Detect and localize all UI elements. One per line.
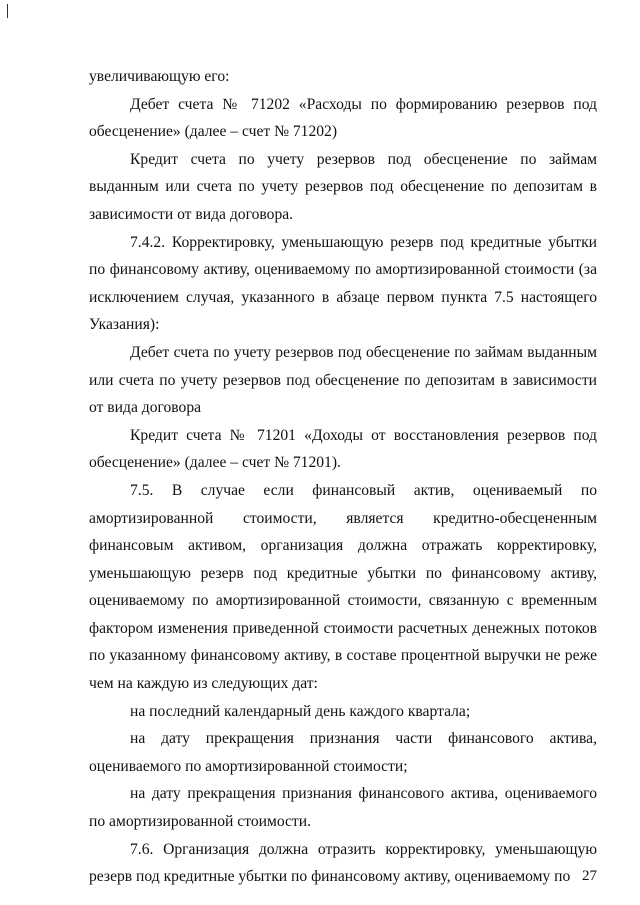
paragraph: 7.4.2. Корректировку, уменьшающую резерв под кредитные убытки по финансовому активу, оцениваемому по амортизированной стоимости (за исключением случая, указанного в абзаце первом пункта 7.5 настоящего Указания): — [89, 233, 597, 334]
paragraph: Дебет счета по учету резервов под обесценение по займам выданным или счета по учету резервов под обесценение по депозитам в зависимости от вида договора — [89, 343, 597, 417]
paragraph: Дебет счета № 71202 «Расходы по формированию резервов под обесценение» (далее – счет № 71202) — [89, 95, 597, 141]
paragraph: Кредит счета по учету резервов под обесценение по займам выданным или счета по учету резервов под обесценение по депозитам в зависимости от вида договора. — [89, 150, 597, 223]
document-body — [89, 63, 597, 891]
paragraph: увеличивающую его: — [89, 68, 230, 85]
paragraph: на последний календарный день каждого квартала; — [130, 702, 471, 720]
page-number: 27 — [582, 868, 597, 884]
paragraph: 7.5. В случае если финансовый актив, оцениваемый по амортизированной стоимости, является кредитно-обесцененным финансовым активом, организация должна отражать корректировку, уменьшающую резерв под кредитные убытки по финансовому активу, оцениваемому по амортизированной стоимости, связанную с временным фактором изменения приведенной стоимости расчетных денежных потоков по указанному финансовому активу, в составе процентной выручки не реже чем на каждую из следующих дат: — [89, 481, 597, 693]
scan-margin-mark — [7, 4, 8, 18]
paragraph: на дату прекращения признания финансового актива, оцениваемого по амортизированной стоимости. — [89, 785, 597, 831]
paragraph: на дату прекращения признания части финансового актива, оцениваемого по амортизированной стоимости; — [89, 730, 597, 775]
paragraph: Кредит счета № 71201 «Доходы от восстановления резервов под обесценение» (далее – счет № 71201). — [89, 426, 597, 472]
paragraph: 7.6. Организация должна отразить корректировку, уменьшающую резерв под кредитные убытки по финансовому активу, оцениваемому по — [89, 840, 597, 886]
